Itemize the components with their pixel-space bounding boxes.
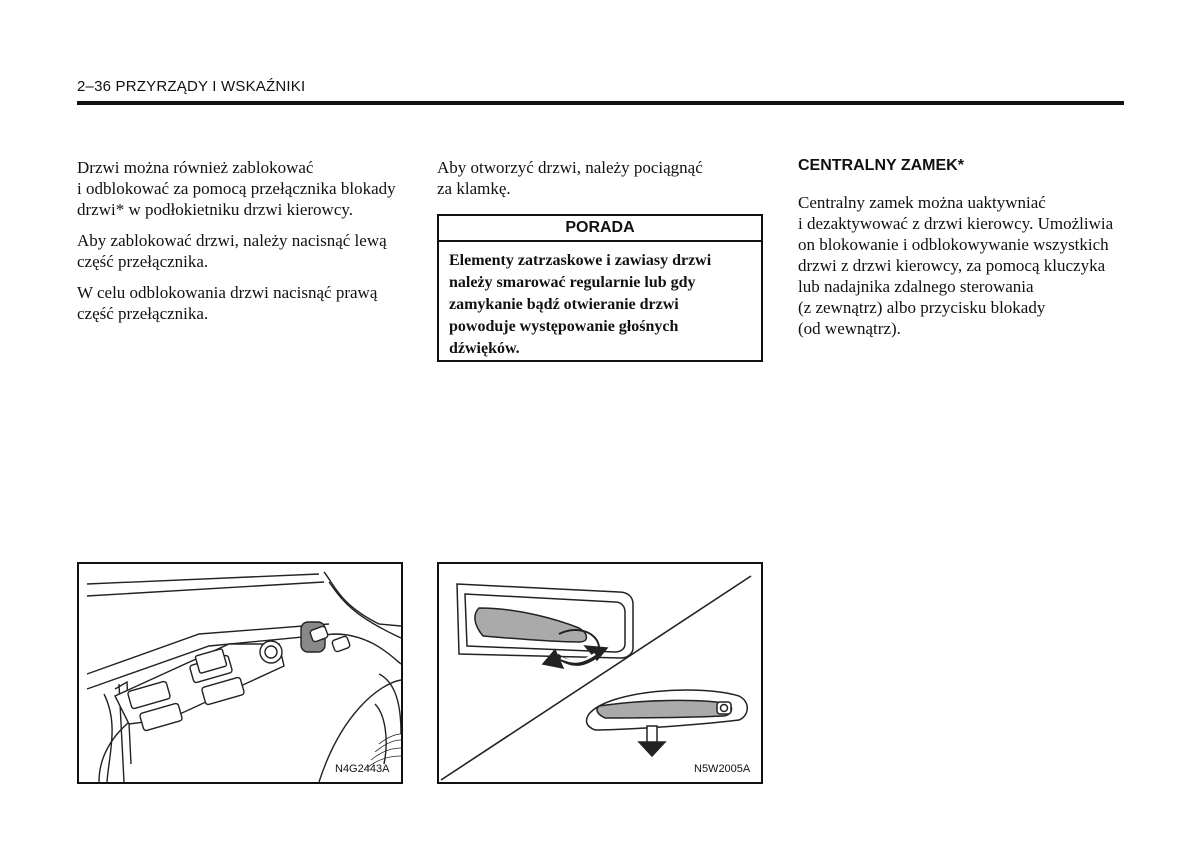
column-middle <box>437 157 767 209</box>
door-armrest-illustration <box>79 564 401 782</box>
door-handles-illustration <box>439 564 761 782</box>
section-heading: CENTRALNY ZAMEK* <box>798 157 964 174</box>
paragraph: W celu odblokowania drzwi nacisnąć prawą część przełącznika. <box>77 283 378 323</box>
paragraph: Centralny zamek można uaktywniać i dezaktywować z drzwi kierowcy. Umożliwia on blokowanie i odblokowywanie wszystkich drzwi z drzwi kierowcy, za pomocą kluczyka lub nadajnika zdalnego sterowania (z zewnątrz) albo przycisku blokady (od wewnątrz). <box>798 193 1114 338</box>
header-rule <box>77 101 1124 105</box>
tip-box <box>437 214 763 362</box>
figure-door-handles <box>437 562 763 784</box>
figure-code: N5W2005A <box>694 763 751 775</box>
tip-text: Elementy zatrzaskowe i zawiasy drzwi należy smarować regularnie lub gdy zamykanie bądź otwieranie drzwi powoduje występowanie głośnych dźwięków. <box>449 252 712 357</box>
figure-code: N4G2443A <box>335 763 390 775</box>
page-header: 2–36 PRZYRZĄDY I WSKAŹNIKI <box>77 78 306 95</box>
tip-title: PORADA <box>439 216 761 242</box>
paragraph: Aby zablokować drzwi, należy nacisnąć lewą część przełącznika. <box>77 231 387 271</box>
column-left <box>77 157 417 334</box>
figure-door-switch <box>77 562 403 784</box>
paragraph: Aby otworzyć drzwi, należy pociągnąć za klamkę. <box>437 158 703 198</box>
column-right <box>798 155 1128 349</box>
paragraph: Drzwi można również zablokować i odblokować za pomocą przełącznika blokady drzwi* w podłokietniku drzwi kierowcy. <box>77 158 396 219</box>
